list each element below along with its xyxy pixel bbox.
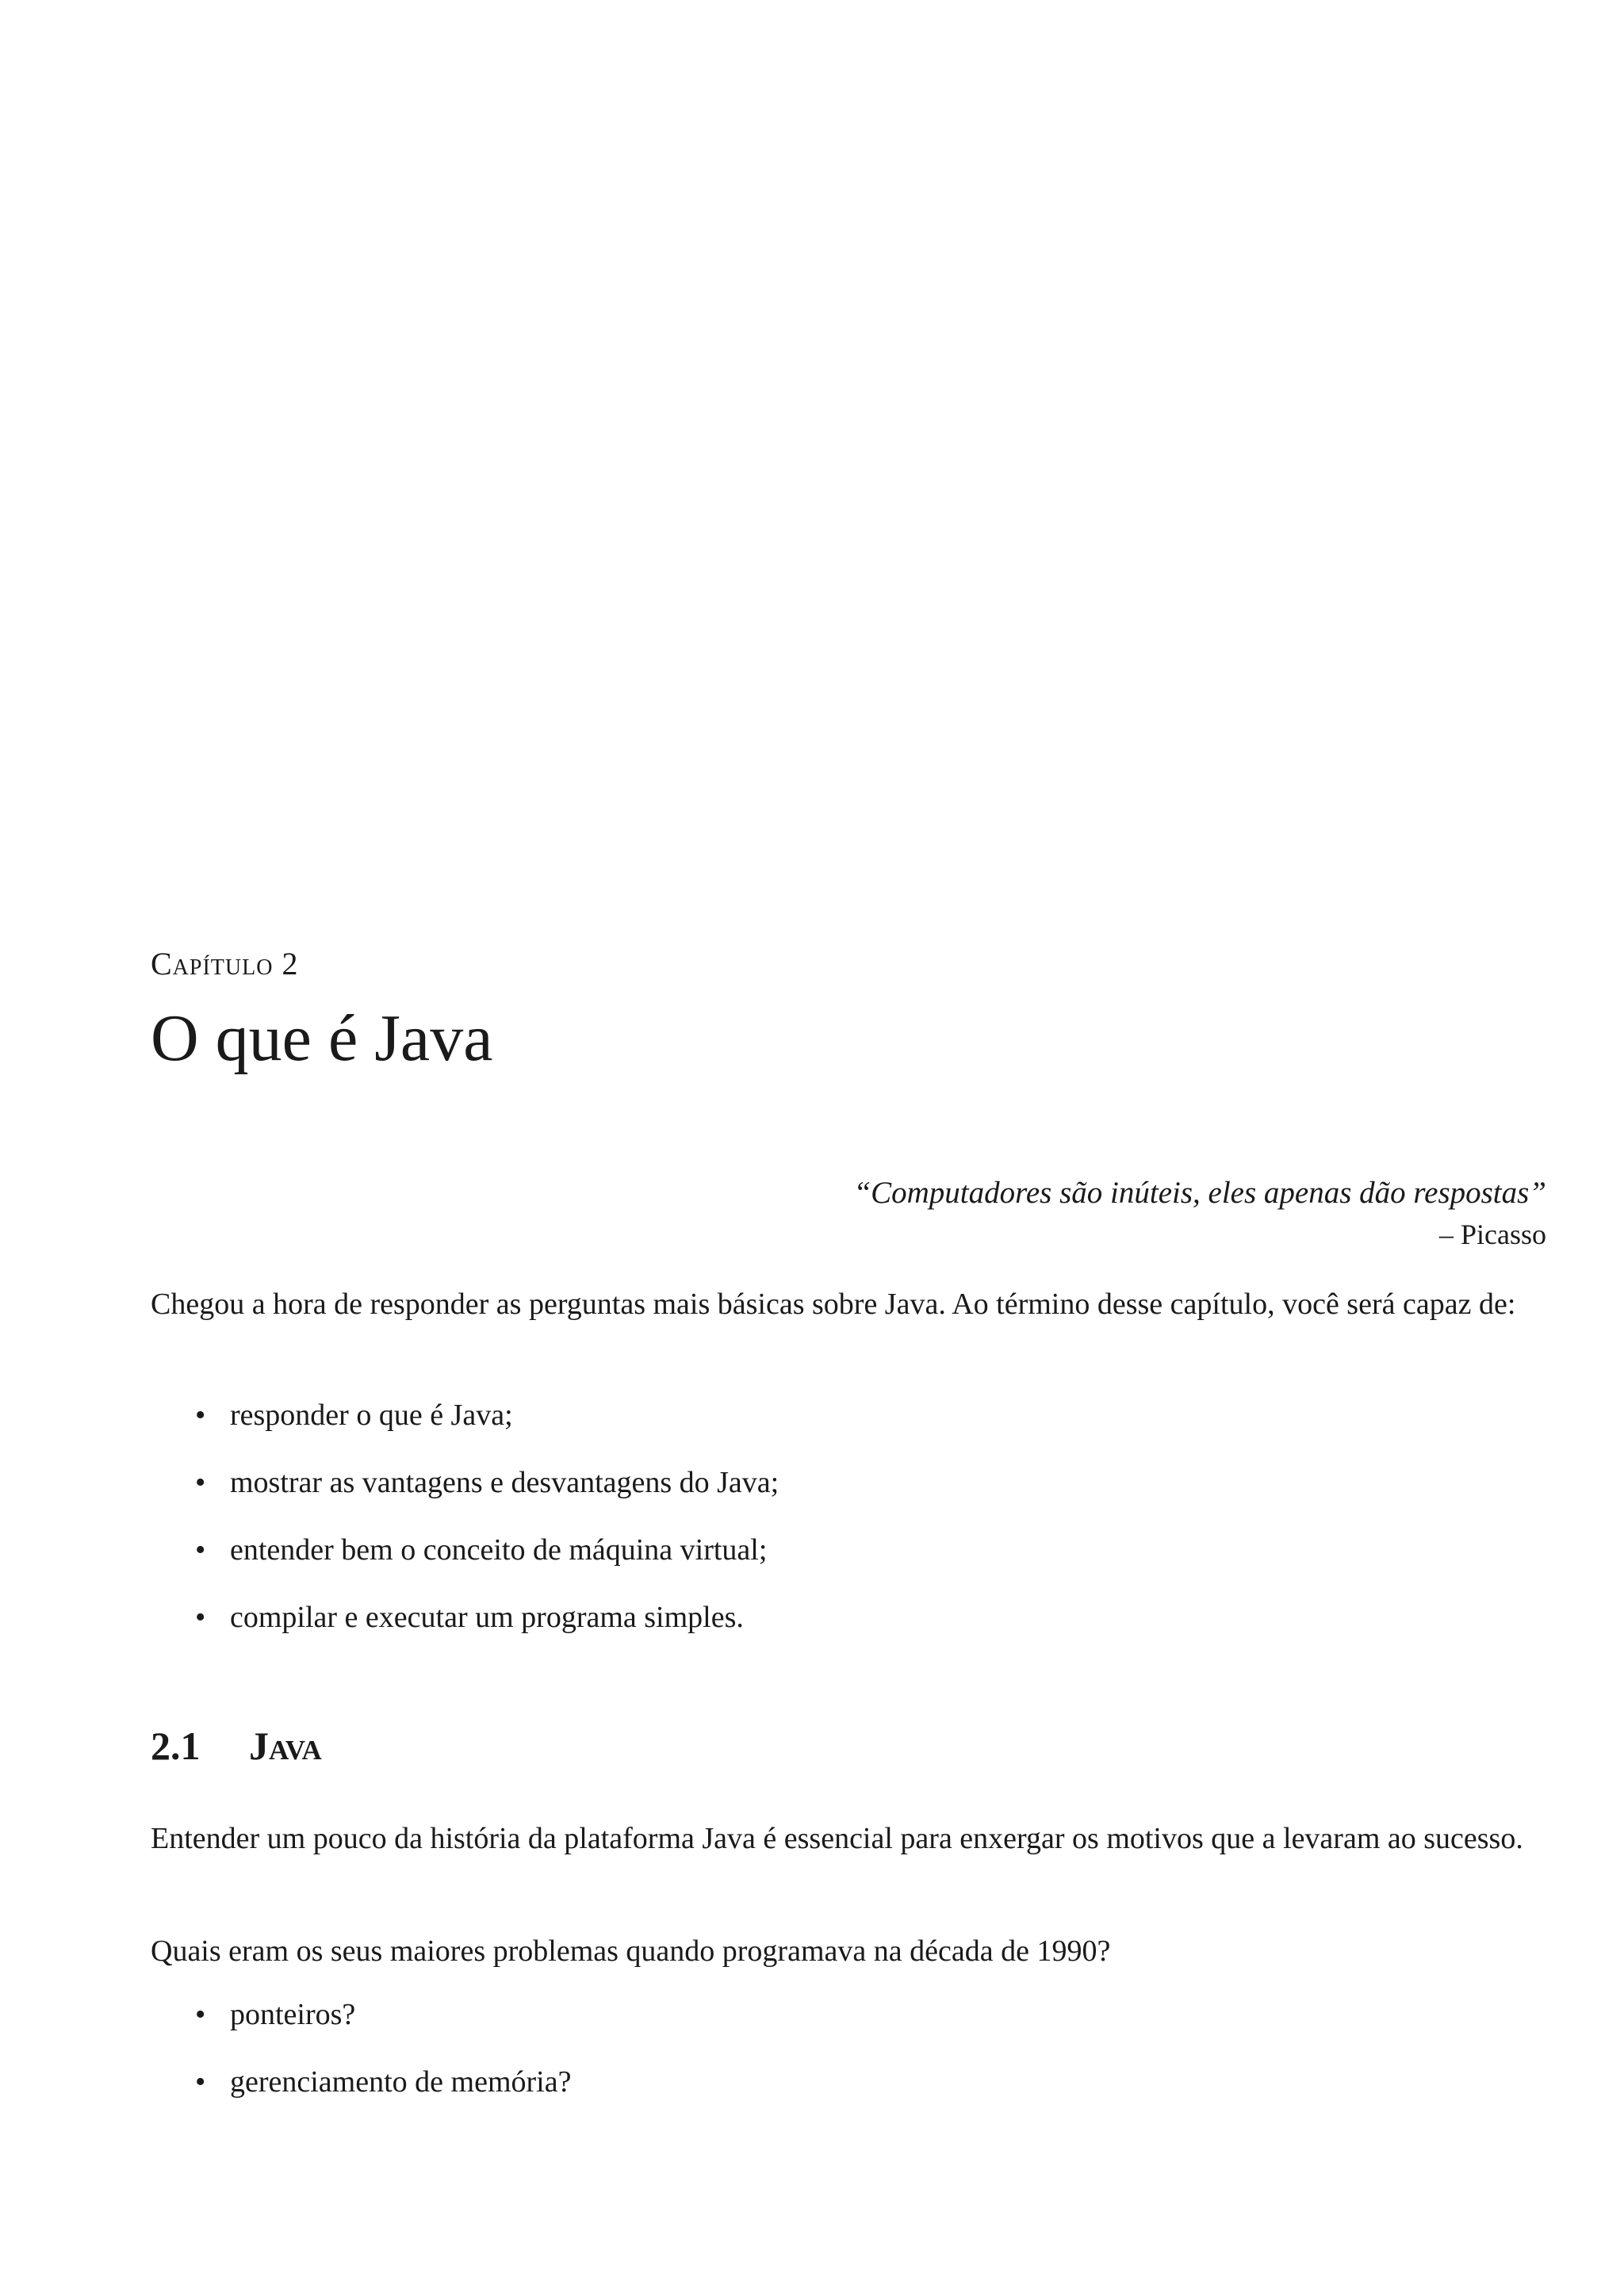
bullet-icon: •	[195, 1533, 206, 1567]
list-item-text: responder o que é Java;	[230, 1399, 513, 1432]
section-number: 2.1	[151, 1724, 201, 1768]
bullet-icon: •	[195, 1399, 206, 1432]
list-item-text: mostrar as vantagens e desvantagens do Java;	[230, 1466, 779, 1499]
history-paragraph: Entender um pouco da história da plataforma Java é essencial para enxergar os motivos que a levaram ao sucesso.	[151, 1822, 1523, 1855]
chapter-title: O que é Java	[151, 1001, 493, 1075]
section-heading	[151, 1720, 322, 1771]
question-paragraph: Quais eram os seus maiores problemas quando programava na década de 1990?	[151, 1934, 1111, 1968]
list-item-text: entender bem o conceito de máquina virtual;	[230, 1533, 768, 1567]
bullet-icon: •	[195, 1601, 206, 1634]
list-item-text: compilar e executar um programa simples.	[230, 1601, 744, 1634]
epigraph	[853, 1172, 1546, 1254]
intro-paragraph: Chegou a hora de responder as perguntas mais básicas sobre Java. Ao término desse capítulo, você será capaz de:	[151, 1288, 1516, 1321]
list-item	[151, 1392, 779, 1438]
list-item-text: gerenciamento de memória?	[230, 2065, 572, 2099]
bullet-icon: •	[195, 1466, 206, 1499]
bullet-icon: •	[195, 2065, 206, 2099]
goals-list	[151, 1392, 779, 1662]
chapter-label: Capítulo 2	[151, 946, 299, 982]
list-item	[151, 1992, 571, 2038]
list-item	[151, 1460, 779, 1506]
epigraph-quote: “Computadores são inúteis, eles apenas dão respostas”	[853, 1176, 1546, 1210]
list-item	[151, 1527, 779, 1573]
epigraph-author: – Picasso	[1439, 1219, 1546, 1250]
document-page	[151, 0, 1546, 2296]
problems-list	[151, 1992, 571, 2126]
bullet-icon: •	[195, 1998, 206, 2031]
list-item	[151, 2059, 571, 2105]
list-item	[151, 1594, 779, 1640]
list-item-text: ponteiros?	[230, 1998, 356, 2031]
section-title: Java	[249, 1724, 322, 1768]
